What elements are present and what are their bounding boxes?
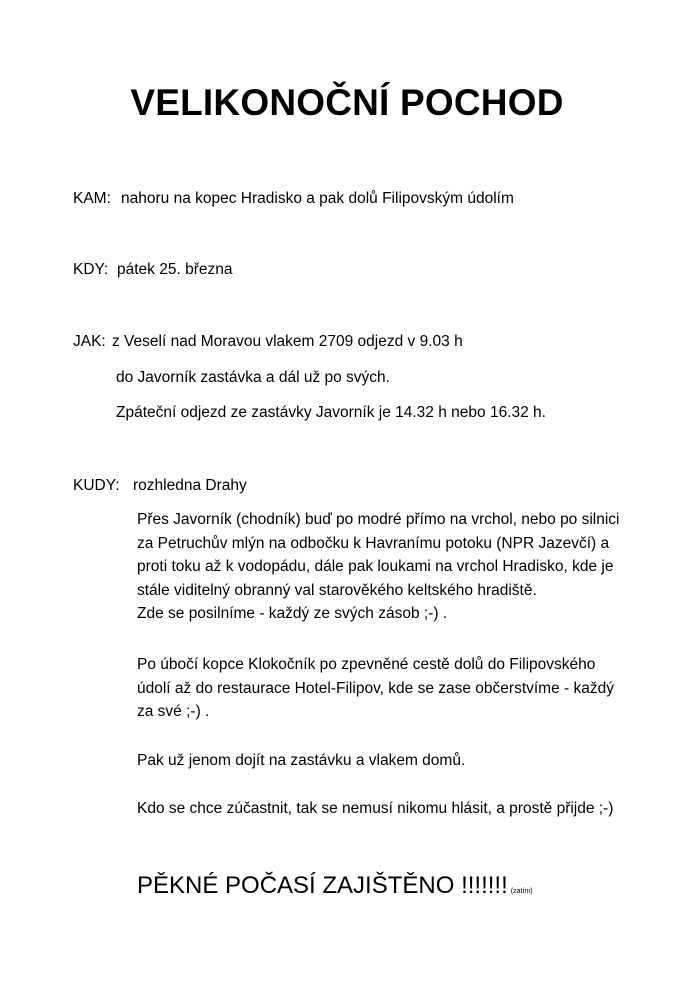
kdy-label: KDY: [73,261,109,278]
paragraph-line: Přes Javorník (chodník) buď po modré přímo na vrchol, nebo po silnici [137,511,620,528]
paragraph-line: stále viditelný obranný val starověkého keltského hradiště. [137,581,537,599]
kudy-paragraph-return [137,749,637,773]
paragraph-line: Po úbočí kopce Klokočník po zpevněné cestě dolů do Filipovského [137,656,596,673]
kdy-value: pátek 25. března [117,261,233,278]
kam-label: KAM: [73,190,111,207]
jak-row [73,332,463,352]
paragraph-line: za Petruchův mlýn na odbočku k Havranímu potoku (NPR Jazevčí) a [137,534,610,552]
jak-line-3: Zpáteční odjezd ze zastávky Javorník je 14.32 h nebo 16.32 h. [116,404,546,421]
kudy-paragraph-join [137,797,637,821]
paragraph-line: Kdo se chce zúčastnit, tak se nemusí nikomu hlásit, a prostě přijde ;-) [137,800,614,817]
jak-line-2: do Javorník zastávka a dál už po svých. [116,369,390,386]
weather-closing-text: PĚKNÉ POČASÍ ZAJIŠTĚNO !!!!!!! [137,872,508,899]
kudy-paragraph-route [137,508,637,626]
weather-closing [137,871,533,907]
kam-row [73,189,514,209]
kdy-row [73,260,232,280]
weather-closing-note: (zatím) [510,888,533,895]
jak-label: JAK: [73,333,106,350]
kudy-row [73,476,247,496]
jak-line-1: z Veselí nad Moravou vlakem 2709 odjezd v 9.03 h [112,333,463,350]
paragraph-line: Zde se posilníme - každý ze svých zásob ;-) . [137,605,448,622]
paragraph-line: proti toku až k vodopádu, dále pak loukami na vrchol Hradisko, kde je [137,558,614,575]
kudy-paragraph-descent [137,653,637,724]
kudy-value: rozhledna Drahy [133,477,247,494]
kam-value: nahoru na kopec Hradisko a pak dolů Filipovským údolím [121,190,514,207]
paragraph-line: Pak už jenom dojít na zastávku a vlakem domů. [137,752,466,769]
paragraph-line: za své ;-) . [137,703,210,720]
kudy-label: KUDY: [73,477,120,494]
paragraph-line: údolí až do restaurace Hotel-Filipov, kde se zase občerstvíme - každý [137,679,614,697]
page-title: VELIKONOČNÍ POCHOD [130,82,564,123]
